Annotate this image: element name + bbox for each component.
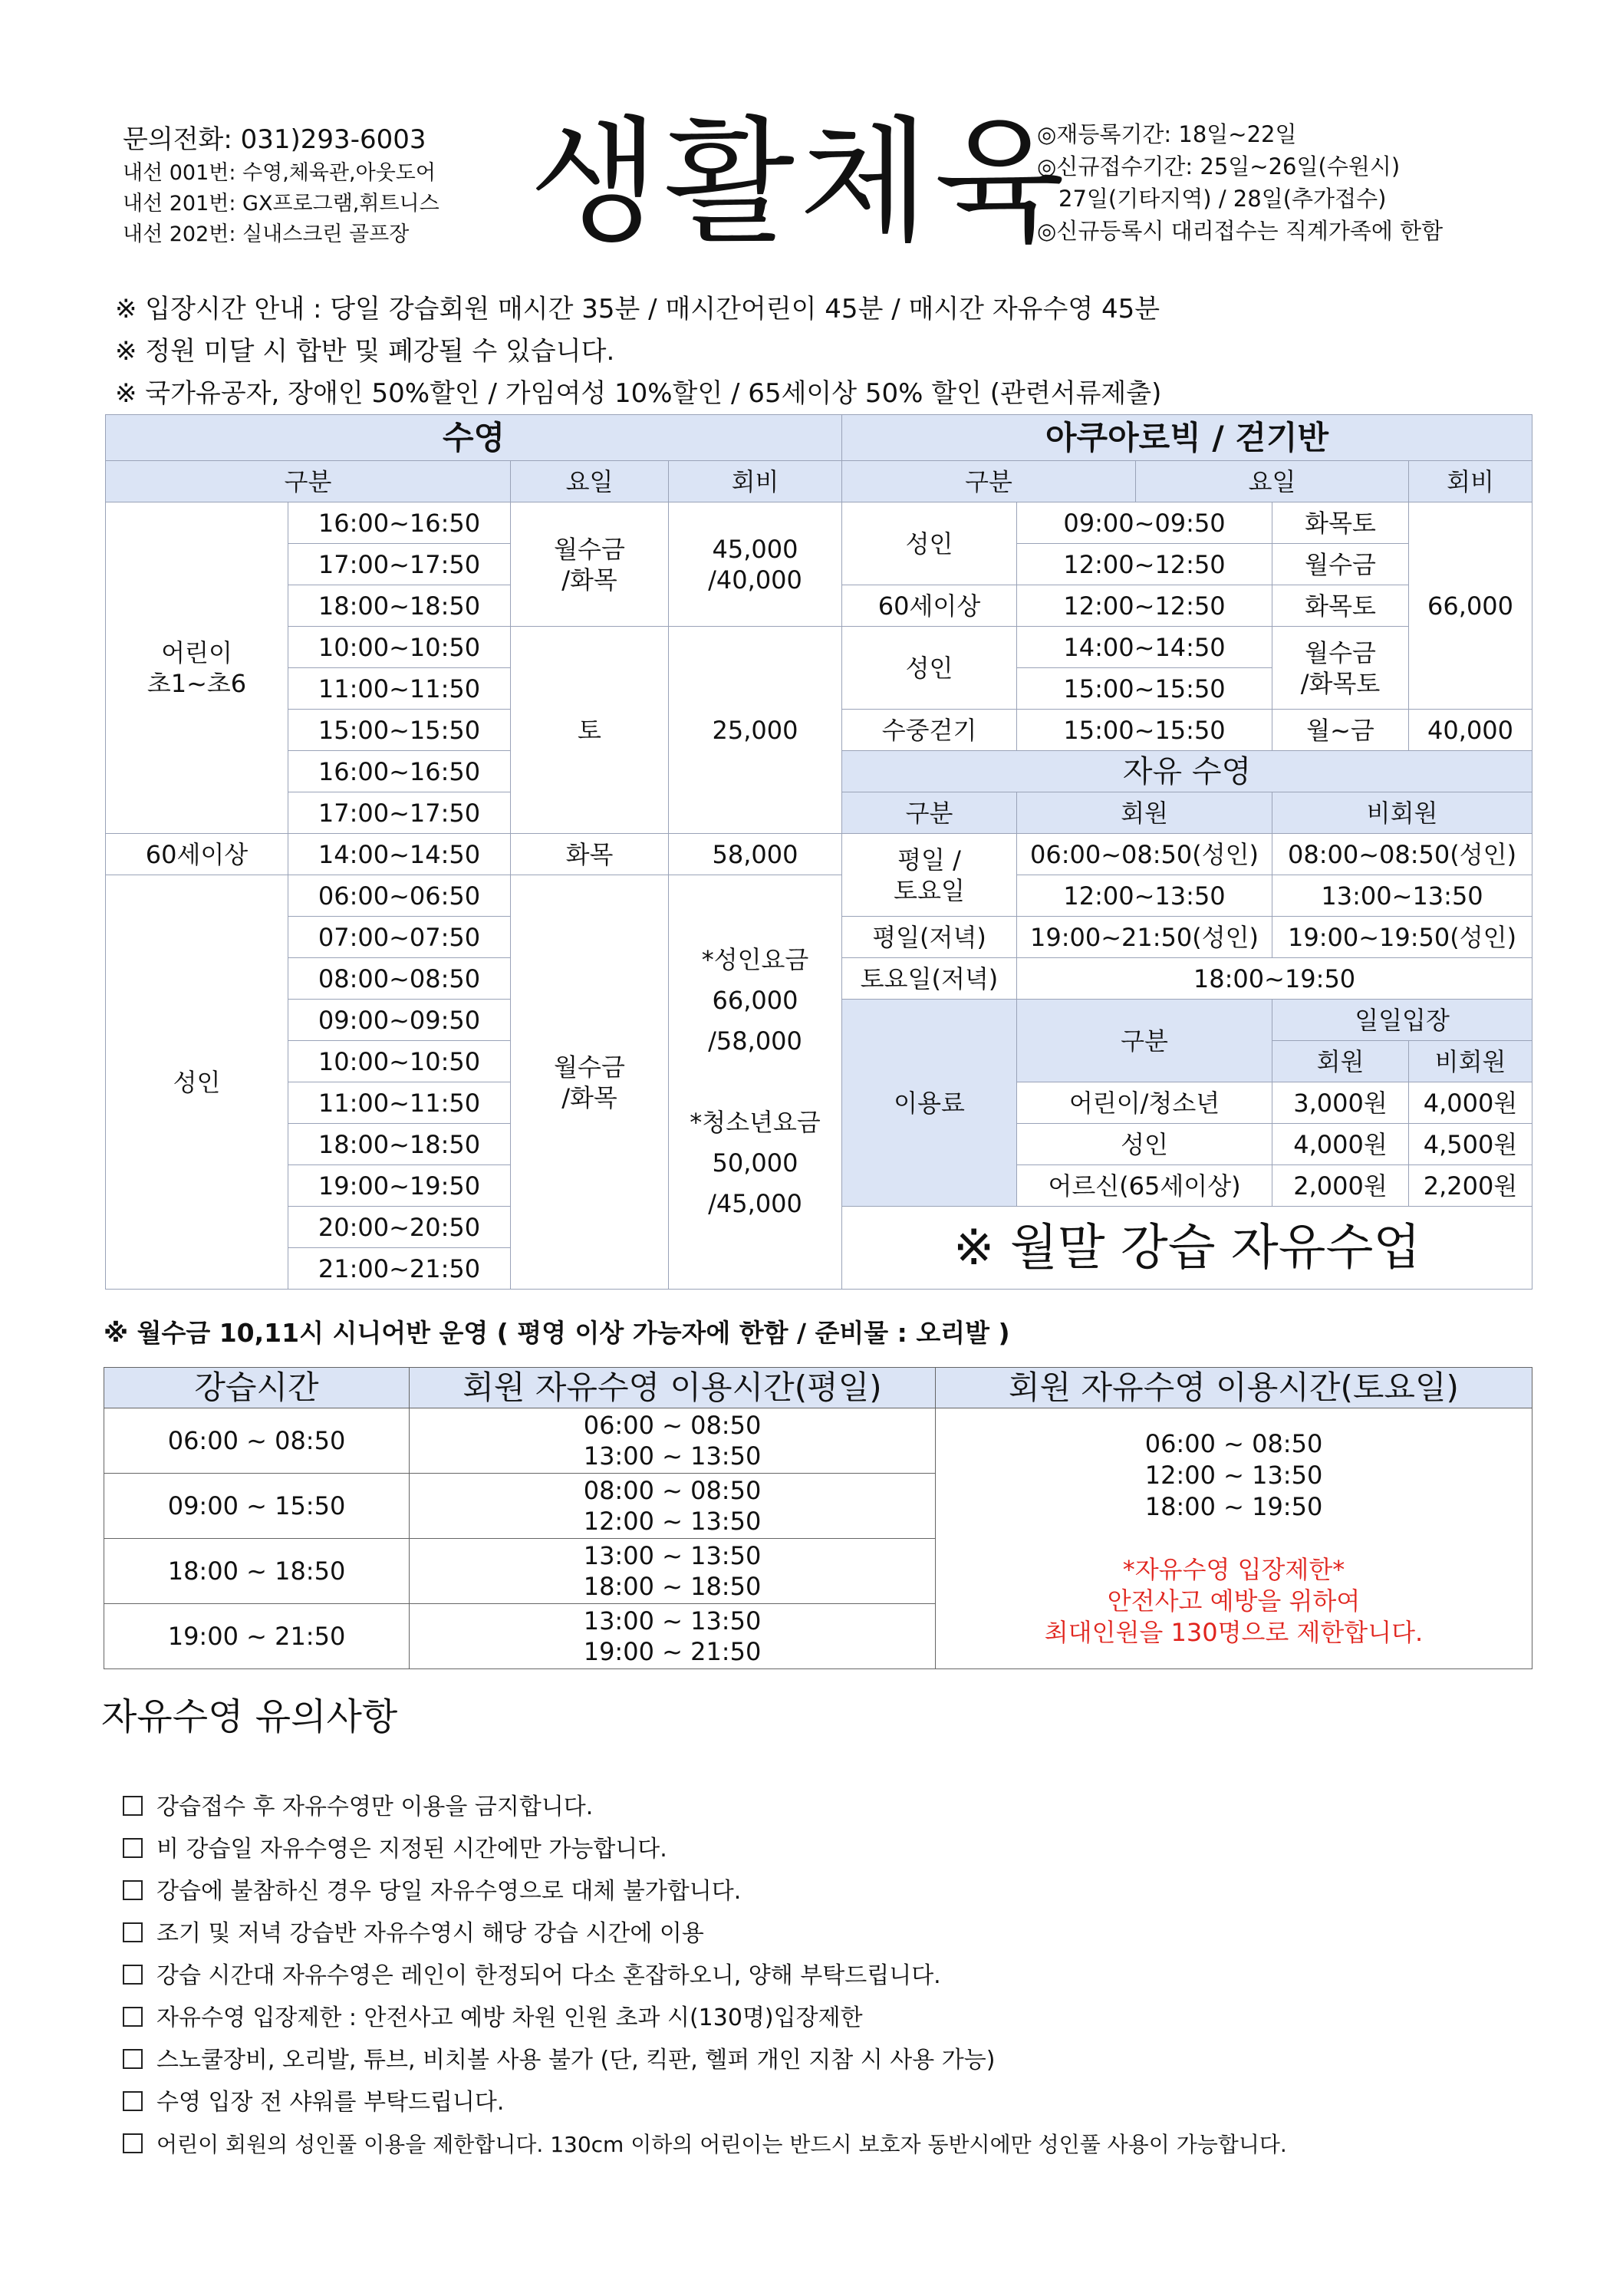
caution-title: 자유수영 유의사항 xyxy=(101,1695,398,1738)
fee-member: 4,000원 xyxy=(1272,1124,1409,1165)
ext-line: 내선 202번: 실내스크린 골프장 xyxy=(123,222,410,246)
days-cell: 화목토 xyxy=(1272,585,1409,627)
aqua-group: 성인 xyxy=(842,502,1017,585)
checkbox-icon xyxy=(123,1965,143,1985)
free-saturday-evening: 18:00~19:50 xyxy=(1017,958,1532,1000)
free-swim-title: 자유 수영 xyxy=(842,751,1532,792)
aqua-group: 수중걷기 xyxy=(842,710,1017,751)
col-header: 회비 xyxy=(669,461,842,502)
checkbox-icon xyxy=(123,1880,143,1900)
col-header: 구분 xyxy=(106,461,511,502)
lesson-time: 09:00 ~ 15:50 xyxy=(104,1474,410,1539)
adult-label: 성인 xyxy=(106,875,288,1290)
days-cell: 월수금 /화목 xyxy=(511,502,669,627)
caution-item: 비 강습일 자유수영은 지정된 시간에만 가능합니다. xyxy=(123,1828,1287,1870)
period-line: ◎신규등록시 대리접수는 직계가족에 한함 xyxy=(1037,218,1444,244)
fee-nonmember: 4,500원 xyxy=(1409,1124,1532,1165)
notice-line: ※ 입장시간 안내 : 당일 강습회원 매시간 35분 / 매시간어린이 45분 / 매시간 자유수영 45분 xyxy=(115,294,1160,324)
time-cell: 17:00~17:50 xyxy=(288,544,511,585)
col-header: 비회원 xyxy=(1272,792,1532,834)
fee-nonmember: 2,200원 xyxy=(1409,1165,1532,1207)
caution-item: 강습에 불참하신 경우 당일 자유수영으로 대체 불가합니다. xyxy=(123,1870,1287,1912)
col-header: 요일 xyxy=(511,461,669,502)
period-line: ◎재등록기간: 18일~22일 xyxy=(1037,121,1297,147)
time-cell: 15:00~15:50 xyxy=(1017,710,1272,751)
time-cell: 15:00~15:50 xyxy=(1017,668,1272,710)
time-cell: 17:00~17:50 xyxy=(288,792,511,834)
col-header: 회원 자유수영 이용시간(토요일) xyxy=(936,1368,1532,1408)
notice-line: ※ 국가유공자, 장애인 50%할인 / 가임여성 10%할인 / 65세이상 50% 할인 (관련서류제출) xyxy=(115,378,1162,409)
checkbox-icon xyxy=(123,1838,143,1858)
free-swim-schedule xyxy=(104,1367,1532,1669)
fee-member: 3,000원 xyxy=(1272,1082,1409,1124)
checkbox-icon xyxy=(123,1796,143,1816)
caution-item: 어린이 회원의 성인풀 이용을 제한합니다. 130cm 이하의 어린이는 반드시 보호자 동반시에만 성인풀 사용이 가능합니다. xyxy=(123,2123,1287,2166)
free-row-label: 토요일(저녁) xyxy=(842,958,1017,1000)
free-member: 12:00~13:50 xyxy=(1017,875,1272,917)
ext-line: 내선 201번: GX프로그램,휘트니스 xyxy=(123,192,439,216)
ext-line: 내선 001번: 수영,체육관,아웃도어 xyxy=(123,161,436,185)
days-cell: 화목토 xyxy=(1272,502,1409,544)
kids-label: 어린이 초1~초6 xyxy=(106,502,288,834)
senior-class-note: ※ 월수금 10,11시 시니어반 운영 ( 평영 이상 가능자에 한함 / 준비물 : 오리발 ) xyxy=(104,1318,1010,1348)
caution-item: 강습접수 후 자유수영만 이용을 금지합니다. xyxy=(123,1786,1287,1828)
fee-cell: 40,000 xyxy=(1409,710,1532,751)
time-cell: 06:00~06:50 xyxy=(288,875,511,917)
weekday-free: 06:00 ~ 08:50 13:00 ~ 13:50 xyxy=(410,1408,936,1474)
lesson-time: 06:00 ~ 08:50 xyxy=(104,1408,410,1474)
fee-cell: 45,000 /40,000 xyxy=(669,502,842,627)
aqua-group: 60세이상 xyxy=(842,585,1017,627)
saturday-free: 06:00 ~ 08:50 12:00 ~ 13:50 18:00 ~ 19:50 *자유수영 입장제한* 안전사고 예방을 위하여 최대인원을 130명으로 제한합니다. xyxy=(936,1408,1532,1669)
time-cell: 11:00~11:50 xyxy=(288,1082,511,1124)
free-row-label: 평일(저녁) xyxy=(842,917,1017,958)
col-header: 회비 xyxy=(1409,461,1532,502)
aqua-group: 성인 xyxy=(842,627,1017,710)
time-cell: 07:00~07:50 xyxy=(288,917,511,958)
col-header: 강습시간 xyxy=(104,1368,410,1408)
contact-info xyxy=(123,121,439,250)
fee-cell: 25,000 xyxy=(669,627,842,834)
days-cell: 토 xyxy=(511,627,669,834)
notice-line: ※ 정원 미달 시 합반 및 폐강될 수 있습니다. xyxy=(115,336,615,367)
checkbox-icon xyxy=(123,2049,143,2069)
time-cell: 16:00~16:50 xyxy=(288,502,511,544)
col-header: 일일입장 xyxy=(1272,1000,1532,1041)
time-cell: 09:00~09:50 xyxy=(288,1000,511,1041)
days-cell: 월~금 xyxy=(1272,710,1409,751)
col-header: 비회원 xyxy=(1409,1041,1532,1082)
fee-cell: 66,000 xyxy=(1409,502,1532,710)
time-cell: 20:00~20:50 xyxy=(288,1207,511,1248)
free-member: 19:00~21:50(성인) xyxy=(1017,917,1272,958)
lesson-time: 19:00 ~ 21:50 xyxy=(104,1604,410,1669)
page-title: 생활체육 xyxy=(529,104,1070,261)
checkbox-icon xyxy=(123,2091,143,2111)
caution-item: 조기 및 저녁 강습반 자유수영시 해당 강습 시간에 이용 xyxy=(123,1912,1287,1955)
phone: 문의전화: 031)293-6003 xyxy=(123,124,426,155)
caution-item: 강습 시간대 자유수영은 레인이 한정되어 다소 혼잡하오니, 양해 부탁드립니다. xyxy=(123,1955,1287,1997)
entry-limit: *자유수영 입장제한* xyxy=(1122,1555,1345,1584)
free-row-label: 평일 / 토요일 xyxy=(842,834,1017,917)
col-header: 구분 xyxy=(842,461,1136,502)
time-cell: 08:00~08:50 xyxy=(288,958,511,1000)
free-member: 06:00~08:50(성인) xyxy=(1017,834,1272,875)
col-header: 회원 xyxy=(1272,1041,1409,1082)
days-cell: 화목 xyxy=(511,834,669,875)
weekend-note: ※ 월말 강습 자유수업 xyxy=(842,1207,1532,1290)
fee-cell: *성인요금 66,000 /58,000 *청소년요금 50,000 /45,000 xyxy=(669,875,842,1290)
days-cell: 월수금 /화목 xyxy=(511,875,669,1290)
time-cell: 10:00~10:50 xyxy=(288,1041,511,1082)
caution-item: 자유수영 입장제한 : 안전사고 예방 차원 인원 초과 시(130명)입장제한 xyxy=(123,1997,1287,2039)
weekday-free: 08:00 ~ 08:50 12:00 ~ 13:50 xyxy=(410,1474,936,1539)
weekday-free: 13:00 ~ 13:50 19:00 ~ 21:50 xyxy=(410,1604,936,1669)
fee-type: 어린이/청소년 xyxy=(1017,1082,1272,1124)
senior-label: 60세이상 xyxy=(106,834,288,875)
time-cell: 14:00~14:50 xyxy=(288,834,511,875)
fee-member: 2,000원 xyxy=(1272,1165,1409,1207)
weekday-free: 13:00 ~ 13:50 18:00 ~ 18:50 xyxy=(410,1539,936,1604)
time-cell: 15:00~15:50 xyxy=(288,710,511,751)
caution-item: 수영 입장 전 샤워를 부탁드립니다. xyxy=(123,2081,1287,2123)
time-cell: 18:00~18:50 xyxy=(288,585,511,627)
time-cell: 16:00~16:50 xyxy=(288,751,511,792)
caution-list xyxy=(123,1786,1287,2166)
checkbox-icon xyxy=(123,2007,143,2027)
lesson-time: 18:00 ~ 18:50 xyxy=(104,1539,410,1604)
time-cell: 09:00~09:50 xyxy=(1017,502,1272,544)
time-cell: 19:00~19:50 xyxy=(288,1165,511,1207)
free-nonmember: 13:00~13:50 xyxy=(1272,875,1532,917)
period-line: 27일(기타지역) / 28일(추가접수) xyxy=(1058,186,1387,212)
period-line: ◎신규접수기간: 25일~26일(수원시) xyxy=(1037,153,1401,180)
col-header: 구분 xyxy=(1017,1000,1272,1082)
checkbox-icon xyxy=(123,1922,143,1942)
col-header: 요일 xyxy=(1136,461,1409,502)
time-cell: 12:00~12:50 xyxy=(1017,585,1272,627)
col-header: 회원 자유수영 이용시간(평일) xyxy=(410,1368,936,1408)
time-cell: 14:00~14:50 xyxy=(1017,627,1272,668)
days-cell: 월수금 xyxy=(1272,544,1409,585)
fee-type: 성인 xyxy=(1017,1124,1272,1165)
fee-nonmember: 4,000원 xyxy=(1409,1082,1532,1124)
aqua-title: 아쿠아로빅 / 걷기반 xyxy=(842,415,1532,461)
col-header: 구분 xyxy=(842,792,1017,834)
free-nonmember: 08:00~08:50(성인) xyxy=(1272,834,1532,875)
time-cell: 10:00~10:50 xyxy=(288,627,511,668)
fee-type: 어르신(65세이상) xyxy=(1017,1165,1272,1207)
registration-periods xyxy=(1037,118,1443,247)
caution-item: 스노쿨장비, 오리발, 튜브, 비치볼 사용 불가 (단, 킥판, 헬퍼 개인 지참 시 사용 가능) xyxy=(123,2039,1287,2081)
swim-title: 수영 xyxy=(106,415,842,461)
time-cell: 11:00~11:50 xyxy=(288,668,511,710)
checkbox-icon xyxy=(123,2133,143,2153)
time-cell: 12:00~12:50 xyxy=(1017,544,1272,585)
free-nonmember: 19:00~19:50(성인) xyxy=(1272,917,1532,958)
fee-cell: 58,000 xyxy=(669,834,842,875)
fee-label: 이용료 xyxy=(842,1000,1017,1207)
time-cell: 18:00~18:50 xyxy=(288,1124,511,1165)
notice-list xyxy=(115,288,1161,415)
time-cell: 21:00~21:50 xyxy=(288,1248,511,1290)
days-cell: 월수금 /화목토 xyxy=(1272,627,1409,710)
program-grid xyxy=(105,414,1532,1290)
col-header: 회원 xyxy=(1017,792,1272,834)
